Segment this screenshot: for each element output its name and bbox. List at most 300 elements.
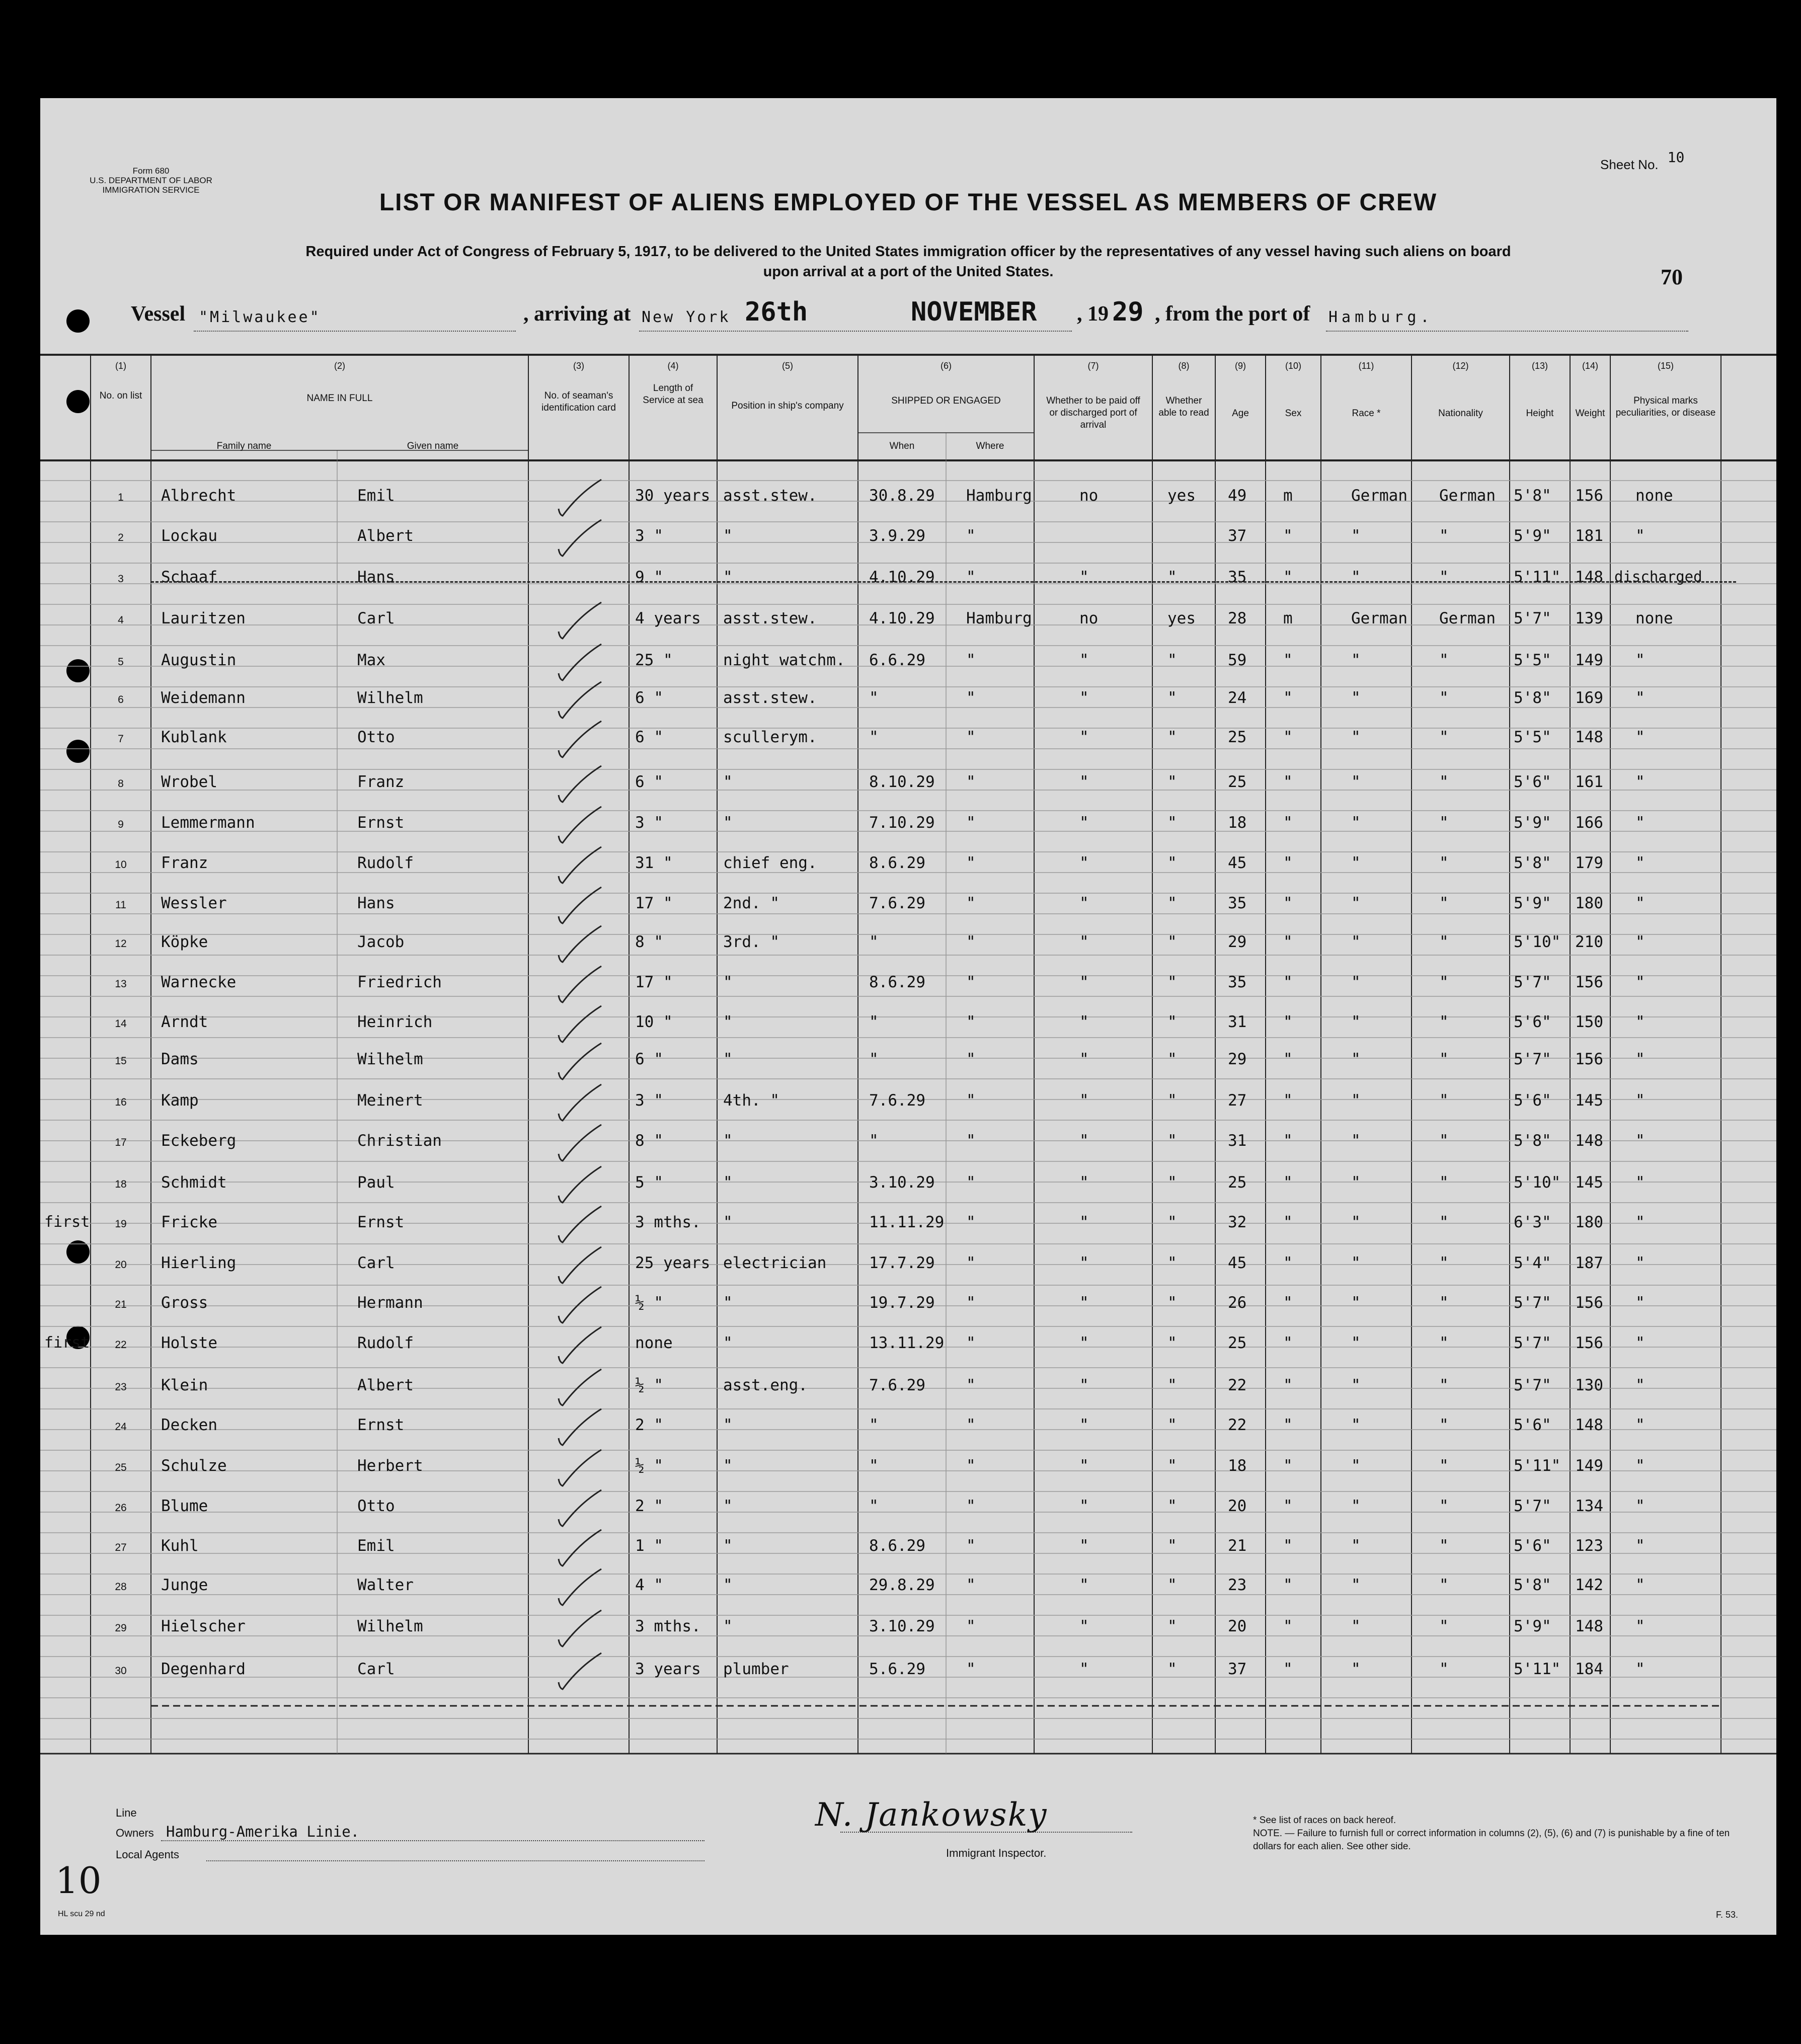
cell-paid: " bbox=[1079, 773, 1089, 791]
check-mark bbox=[518, 474, 604, 519]
cell-when: 13.11.29 bbox=[869, 1334, 945, 1352]
cell-race: " bbox=[1351, 1537, 1361, 1555]
cell-marks: " bbox=[1635, 773, 1645, 791]
cell-family: Wrobel bbox=[161, 773, 217, 791]
cell-when: 4.10.29 bbox=[869, 568, 935, 586]
cell-nat: " bbox=[1439, 1457, 1449, 1475]
form-identifier: Form 680 U.S. DEPARTMENT OF LABOR IMMIGRATION SERVICE bbox=[90, 166, 212, 195]
cell-height: 5'9" bbox=[1514, 894, 1551, 912]
cell-where: " bbox=[966, 773, 976, 791]
row-number: 28 bbox=[115, 1581, 127, 1593]
check-mark bbox=[518, 760, 604, 805]
cell-sex: " bbox=[1283, 814, 1293, 832]
cell-given: Jacob bbox=[357, 933, 405, 951]
crew-row bbox=[40, 1535, 1776, 1565]
cell-race: " bbox=[1351, 1254, 1361, 1272]
cell-position: " bbox=[723, 568, 733, 586]
cell-when: " bbox=[869, 1013, 879, 1031]
cell-sex: " bbox=[1283, 854, 1293, 872]
cell-where: " bbox=[966, 1050, 976, 1068]
cell-height: 5'7" bbox=[1514, 1050, 1551, 1068]
cell-race: " bbox=[1351, 854, 1361, 872]
cell-given: Friedrich bbox=[357, 973, 442, 991]
cell-paid: " bbox=[1079, 728, 1089, 746]
cell-nat: " bbox=[1439, 1050, 1449, 1068]
cell-height: 5'6" bbox=[1514, 1091, 1551, 1110]
cell-weight: 156 bbox=[1575, 487, 1603, 505]
cell-when: 30.8.29 bbox=[869, 487, 935, 505]
cell-weight: 134 bbox=[1575, 1497, 1603, 1515]
cell-race: " bbox=[1351, 1497, 1361, 1515]
cell-sex: " bbox=[1283, 1537, 1293, 1555]
cell-marks: " bbox=[1635, 728, 1645, 746]
cell-family: Lauritzen bbox=[161, 609, 246, 627]
cell-marks: " bbox=[1635, 973, 1645, 991]
cell-read: " bbox=[1167, 1334, 1177, 1352]
cell-service: 6 " bbox=[635, 689, 663, 707]
sheet-number-value: 10 bbox=[1667, 149, 1685, 166]
cell-position: " bbox=[723, 773, 733, 791]
cell-family: Augustin bbox=[161, 651, 237, 669]
cell-height: 5'6" bbox=[1514, 1416, 1551, 1434]
crew-row bbox=[40, 1615, 1776, 1645]
crew-row bbox=[40, 1574, 1776, 1604]
cell-read: " bbox=[1167, 933, 1177, 951]
cell-paid: " bbox=[1079, 568, 1089, 586]
arrival-day: 26th bbox=[745, 297, 808, 327]
cell-weight: 180 bbox=[1575, 1213, 1603, 1231]
row-number: 2 bbox=[118, 532, 124, 543]
cell-height: 5'7" bbox=[1514, 1294, 1551, 1312]
cell-given: Heinrich bbox=[357, 1013, 433, 1031]
cell-position: 2nd. " bbox=[723, 894, 779, 912]
cell-race: " bbox=[1351, 933, 1361, 951]
row-number: 8 bbox=[118, 778, 124, 790]
cell-marks: none bbox=[1635, 487, 1673, 505]
cell-where: " bbox=[966, 689, 976, 707]
cell-weight: 142 bbox=[1575, 1576, 1603, 1594]
cell-where: " bbox=[966, 1334, 976, 1352]
cell-given: Wilhelm bbox=[357, 1050, 423, 1068]
cell-given: Carl bbox=[357, 1660, 395, 1678]
cell-marks: " bbox=[1635, 527, 1645, 545]
cell-read: " bbox=[1167, 1497, 1177, 1515]
cell-weight: 179 bbox=[1575, 854, 1603, 872]
cell-weight: 148 bbox=[1575, 1416, 1603, 1434]
cell-service: 3 " bbox=[635, 527, 663, 545]
crew-row bbox=[40, 852, 1776, 882]
cell-where: " bbox=[966, 1537, 976, 1555]
cell-when: 3.9.29 bbox=[869, 527, 925, 545]
check-mark bbox=[518, 1321, 604, 1366]
cell-service: 5 " bbox=[635, 1173, 663, 1192]
cell-age: 45 bbox=[1228, 1254, 1247, 1272]
arrival-year: 29 bbox=[1112, 297, 1144, 327]
cell-given: Ernst bbox=[357, 814, 405, 832]
cell-family: Weidemann bbox=[161, 689, 246, 707]
cell-service: 31 " bbox=[635, 854, 673, 872]
cell-nat: " bbox=[1439, 527, 1449, 545]
sheet-number-label: Sheet No. bbox=[1600, 157, 1659, 172]
cell-sex: " bbox=[1283, 1617, 1293, 1635]
check-mark bbox=[518, 1363, 604, 1408]
crew-row bbox=[40, 687, 1776, 717]
cell-age: 35 bbox=[1228, 568, 1247, 586]
cell-weight: 149 bbox=[1575, 651, 1603, 669]
cell-family: Junge bbox=[161, 1576, 208, 1594]
column-number: (10) bbox=[1285, 361, 1301, 371]
header-when: When bbox=[889, 441, 915, 451]
cell-family: Blume bbox=[161, 1497, 208, 1515]
from-label: , from the port of bbox=[1155, 302, 1310, 326]
crew-row bbox=[40, 1130, 1776, 1160]
cell-sex: " bbox=[1283, 1132, 1293, 1150]
cell-paid: " bbox=[1079, 1173, 1089, 1192]
cell-read: " bbox=[1167, 1537, 1177, 1555]
check-mark bbox=[518, 715, 604, 760]
cell-family: Albrecht bbox=[161, 487, 237, 505]
cell-age: 49 bbox=[1228, 487, 1247, 505]
cell-race: " bbox=[1351, 894, 1361, 912]
cell-nat: " bbox=[1439, 1091, 1449, 1110]
cell-weight: 180 bbox=[1575, 894, 1603, 912]
cell-age: 20 bbox=[1228, 1497, 1247, 1515]
row-number: 27 bbox=[115, 1542, 127, 1553]
check-mark bbox=[518, 841, 604, 886]
cell-age: 25 bbox=[1228, 728, 1247, 746]
check-mark bbox=[518, 1078, 604, 1124]
cell-given: Meinert bbox=[357, 1091, 423, 1110]
cell-age: 29 bbox=[1228, 933, 1247, 951]
cell-paid: no bbox=[1079, 609, 1099, 627]
cell-service: 2 " bbox=[635, 1416, 663, 1434]
row-number: 17 bbox=[115, 1137, 127, 1148]
cell-paid: " bbox=[1079, 1294, 1089, 1312]
year-prefix: , 19 bbox=[1077, 302, 1109, 326]
cell-paid: " bbox=[1079, 1376, 1089, 1394]
cell-height: 5'11" bbox=[1514, 1457, 1561, 1475]
header-sex: Sex bbox=[1285, 408, 1302, 419]
cell-height: 5'7" bbox=[1514, 609, 1551, 627]
cell-nat: " bbox=[1439, 1173, 1449, 1192]
cell-where: Hamburg bbox=[966, 609, 1032, 627]
cell-when: 4.10.29 bbox=[869, 609, 935, 627]
cell-where: " bbox=[966, 1213, 976, 1231]
cell-nat: " bbox=[1439, 1376, 1449, 1394]
cell-sex: " bbox=[1283, 728, 1293, 746]
cell-race: " bbox=[1351, 1617, 1361, 1635]
cell-service: ½ " bbox=[635, 1294, 663, 1312]
crew-row bbox=[40, 1374, 1776, 1404]
cell-position: " bbox=[723, 1617, 733, 1635]
cell-sex: " bbox=[1283, 1173, 1293, 1192]
cell-sex: " bbox=[1283, 1497, 1293, 1515]
cell-height: 5'9" bbox=[1514, 527, 1551, 545]
column-number: (7) bbox=[1087, 361, 1099, 371]
cell-height: 5'7" bbox=[1514, 973, 1551, 991]
cell-paid: " bbox=[1079, 689, 1089, 707]
cell-when: " bbox=[869, 1132, 879, 1150]
cell-sex: " bbox=[1283, 1660, 1293, 1678]
crew-row bbox=[40, 892, 1776, 922]
cell-family: Schmidt bbox=[161, 1173, 227, 1192]
cell-service: 3 " bbox=[635, 1091, 663, 1110]
crew-row bbox=[40, 1211, 1776, 1241]
column-number: (4) bbox=[667, 361, 679, 371]
cell-race: German bbox=[1351, 609, 1407, 627]
cell-given: Ernst bbox=[357, 1416, 405, 1434]
cell-read: " bbox=[1167, 1617, 1177, 1635]
cell-sex: " bbox=[1283, 1254, 1293, 1272]
cell-given: Carl bbox=[357, 1254, 395, 1272]
cell-nat: " bbox=[1439, 773, 1449, 791]
cell-weight: 148 bbox=[1575, 728, 1603, 746]
cell-given: Rudolf bbox=[357, 1334, 414, 1352]
cell-when: 7.6.29 bbox=[869, 1091, 925, 1110]
cell-marks: " bbox=[1635, 1334, 1645, 1352]
cell-nat: " bbox=[1439, 1537, 1449, 1555]
cell-position: " bbox=[723, 973, 733, 991]
cell-where: " bbox=[966, 1376, 976, 1394]
cell-when: 3.10.29 bbox=[869, 1617, 935, 1635]
cell-family: Kublank bbox=[161, 728, 227, 746]
cell-height: 5'4" bbox=[1514, 1254, 1551, 1272]
header-given-name: Given name bbox=[407, 441, 459, 451]
cell-read: " bbox=[1167, 1132, 1177, 1150]
cell-marks: " bbox=[1635, 1173, 1645, 1192]
cell-service: 3 mths. bbox=[635, 1617, 701, 1635]
cell-marks: " bbox=[1635, 1497, 1645, 1515]
row-number: 30 bbox=[115, 1665, 127, 1677]
cell-when: " bbox=[869, 1497, 879, 1515]
cell-height: 5'5" bbox=[1514, 728, 1551, 746]
cell-race: " bbox=[1351, 1213, 1361, 1231]
cell-race: " bbox=[1351, 651, 1361, 669]
cell-given: Wilhelm bbox=[357, 1617, 423, 1635]
cell-service: 3 mths. bbox=[635, 1213, 701, 1231]
cell-marks: " bbox=[1635, 689, 1645, 707]
cell-marks: " bbox=[1635, 1457, 1645, 1475]
cell-nat: " bbox=[1439, 651, 1449, 669]
cell-paid: " bbox=[1079, 1416, 1089, 1434]
column-number: (11) bbox=[1358, 361, 1374, 371]
row-number: 10 bbox=[115, 859, 127, 871]
check-mark bbox=[518, 960, 604, 1005]
row-number: 21 bbox=[115, 1299, 127, 1310]
cell-height: 5'8" bbox=[1514, 854, 1551, 872]
header-name-in-full: NAME IN FULL bbox=[306, 393, 373, 404]
cell-family: Hierling bbox=[161, 1254, 237, 1272]
cell-paid: " bbox=[1079, 651, 1089, 669]
cell-family: Decken bbox=[161, 1416, 217, 1434]
cell-read: " bbox=[1167, 1013, 1177, 1031]
cell-race: " bbox=[1351, 1294, 1361, 1312]
cell-age: 28 bbox=[1228, 609, 1247, 627]
cell-read: " bbox=[1167, 568, 1177, 586]
check-mark bbox=[518, 1444, 604, 1489]
cell-height: 5'8" bbox=[1514, 1576, 1551, 1594]
cell-where: " bbox=[966, 973, 976, 991]
check-mark bbox=[518, 1524, 604, 1569]
inspector-label: Immigrant Inspector. bbox=[946, 1847, 1047, 1859]
cell-service: 10 " bbox=[635, 1013, 673, 1031]
crew-row bbox=[40, 771, 1776, 801]
cell-position: " bbox=[723, 1497, 733, 1515]
cell-read: " bbox=[1167, 728, 1177, 746]
cell-family: Kuhl bbox=[161, 1537, 199, 1555]
line-label: Line bbox=[116, 1806, 137, 1819]
cell-read: yes bbox=[1167, 609, 1196, 627]
cell-age: 45 bbox=[1228, 854, 1247, 872]
cell-where: " bbox=[966, 1617, 976, 1635]
cell-height: 5'7" bbox=[1514, 1334, 1551, 1352]
cell-read: yes bbox=[1167, 487, 1196, 505]
cell-service: 6 " bbox=[635, 773, 663, 791]
cell-position: asst.stew. bbox=[723, 689, 817, 707]
cell-marks: " bbox=[1635, 1091, 1645, 1110]
header-no-on-list: No. on list bbox=[99, 390, 142, 401]
check-mark bbox=[518, 1241, 604, 1286]
header-able-read: Whether able to read bbox=[1158, 396, 1209, 418]
cell-when: 7.6.29 bbox=[869, 1376, 925, 1394]
cell-read: " bbox=[1167, 1173, 1177, 1192]
check-mark bbox=[518, 676, 604, 721]
cell-position: scullerym. bbox=[723, 728, 817, 746]
cell-marks: " bbox=[1635, 1537, 1645, 1555]
cell-marks: " bbox=[1635, 1294, 1645, 1312]
cell-race: " bbox=[1351, 973, 1361, 991]
cell-sex: " bbox=[1283, 1457, 1293, 1475]
cell-height: 5'6" bbox=[1514, 1013, 1551, 1031]
cell-height: 5'10" bbox=[1514, 1173, 1561, 1192]
cell-race: " bbox=[1351, 1173, 1361, 1192]
cell-read: " bbox=[1167, 651, 1177, 669]
cell-where: " bbox=[966, 568, 976, 586]
cell-age: 31 bbox=[1228, 1132, 1247, 1150]
cell-when: 17.7.29 bbox=[869, 1254, 935, 1272]
margin-note: first bbox=[44, 1334, 90, 1352]
check-mark bbox=[518, 920, 604, 965]
cell-read: " bbox=[1167, 1213, 1177, 1231]
header-length-service: Length of Service at sea bbox=[643, 383, 703, 406]
cell-paid: " bbox=[1079, 1497, 1089, 1515]
cell-age: 35 bbox=[1228, 894, 1247, 912]
cell-where: " bbox=[966, 1660, 976, 1678]
crew-row bbox=[40, 1332, 1776, 1362]
cell-paid: " bbox=[1079, 973, 1089, 991]
cell-service: 17 " bbox=[635, 894, 673, 912]
cell-race: German bbox=[1351, 487, 1407, 505]
crew-row bbox=[40, 566, 1776, 596]
header-weight: Weight bbox=[1575, 408, 1605, 419]
cell-read: " bbox=[1167, 1416, 1177, 1434]
cell-family: Kamp bbox=[161, 1091, 199, 1110]
cell-paid: " bbox=[1079, 1132, 1089, 1150]
cell-nat: " bbox=[1439, 1660, 1449, 1678]
manifest-sheet bbox=[40, 98, 1776, 1935]
cell-read: " bbox=[1167, 854, 1177, 872]
cell-where: " bbox=[966, 933, 976, 951]
cell-nat: " bbox=[1439, 1497, 1449, 1515]
cell-when: " bbox=[869, 1416, 879, 1434]
cell-when: 8.6.29 bbox=[869, 854, 925, 872]
cell-sex: m bbox=[1283, 487, 1293, 505]
cell-service: 3 " bbox=[635, 814, 663, 832]
cell-position: " bbox=[723, 1173, 733, 1192]
header-paid-off: Whether to be paid off or discharged port of arrival bbox=[1046, 396, 1140, 430]
cell-race: " bbox=[1351, 1576, 1361, 1594]
cell-position: " bbox=[723, 1132, 733, 1150]
cell-weight: 149 bbox=[1575, 1457, 1603, 1475]
document-title: LIST OR MANIFEST OF ALIENS EMPLOYED OF THE VESSEL AS MEMBERS OF CREW bbox=[379, 189, 1438, 216]
column-number: (3) bbox=[573, 361, 584, 371]
row-number: 5 bbox=[118, 656, 124, 668]
cell-nat: " bbox=[1439, 933, 1449, 951]
cell-weight: 166 bbox=[1575, 814, 1603, 832]
cell-nat: " bbox=[1439, 1213, 1449, 1231]
cell-race: " bbox=[1351, 773, 1361, 791]
cell-where: " bbox=[966, 1294, 976, 1312]
cell-paid: " bbox=[1079, 1091, 1089, 1110]
cell-service: 3 years bbox=[635, 1660, 701, 1678]
cell-weight: 161 bbox=[1575, 773, 1603, 791]
cell-paid: " bbox=[1079, 894, 1089, 912]
cell-nat: " bbox=[1439, 1416, 1449, 1434]
cell-read: " bbox=[1167, 894, 1177, 912]
column-number: (14) bbox=[1582, 361, 1598, 371]
cell-sex: " bbox=[1283, 689, 1293, 707]
cell-family: Holste bbox=[161, 1334, 217, 1352]
cell-where: " bbox=[966, 527, 976, 545]
cell-age: 27 bbox=[1228, 1091, 1247, 1110]
cell-when: 6.6.29 bbox=[869, 651, 925, 669]
cell-position: 4th. " bbox=[723, 1091, 779, 1110]
cell-when: 7.6.29 bbox=[869, 894, 925, 912]
cell-family: Köpke bbox=[161, 933, 208, 951]
cell-read: " bbox=[1167, 1457, 1177, 1475]
cell-given: Hans bbox=[357, 894, 395, 912]
reference-number: 70 bbox=[1661, 265, 1683, 289]
header-position: Position in ship's company bbox=[731, 401, 844, 411]
cell-marks: " bbox=[1635, 1013, 1645, 1031]
cell-nat: " bbox=[1439, 894, 1449, 912]
cell-height: 5'9" bbox=[1514, 1617, 1551, 1635]
cell-family: Lemmermann bbox=[161, 814, 255, 832]
inspector-signature: N. Jankowsky bbox=[815, 1796, 1048, 1834]
cell-nat: " bbox=[1439, 1576, 1449, 1594]
cell-race: " bbox=[1351, 1091, 1361, 1110]
cell-weight: 139 bbox=[1575, 609, 1603, 627]
document-subtitle: Required under Act of Congress of February 5, 1917, to be delivered to the United States immigration officer by the representatives of any vessel having such aliens on board upon arrival at a port of the United States. bbox=[305, 244, 1511, 280]
cell-family: Arndt bbox=[161, 1013, 208, 1031]
cell-paid: " bbox=[1079, 1254, 1089, 1272]
crew-row bbox=[40, 1048, 1776, 1078]
header-where: Where bbox=[976, 441, 1004, 451]
crew-row bbox=[40, 1658, 1776, 1688]
cell-family: Fricke bbox=[161, 1213, 217, 1231]
cell-nat: " bbox=[1439, 1132, 1449, 1150]
cell-when: 7.10.29 bbox=[869, 814, 935, 832]
cell-paid: " bbox=[1079, 1660, 1089, 1678]
crew-row bbox=[40, 649, 1776, 679]
cell-paid: " bbox=[1079, 1013, 1089, 1031]
cell-marks: " bbox=[1635, 651, 1645, 669]
cell-sex: " bbox=[1283, 973, 1293, 991]
check-mark bbox=[518, 1281, 604, 1326]
cell-given: Otto bbox=[357, 1497, 395, 1515]
cell-weight: 156 bbox=[1575, 1294, 1603, 1312]
cell-age: 31 bbox=[1228, 1013, 1247, 1031]
